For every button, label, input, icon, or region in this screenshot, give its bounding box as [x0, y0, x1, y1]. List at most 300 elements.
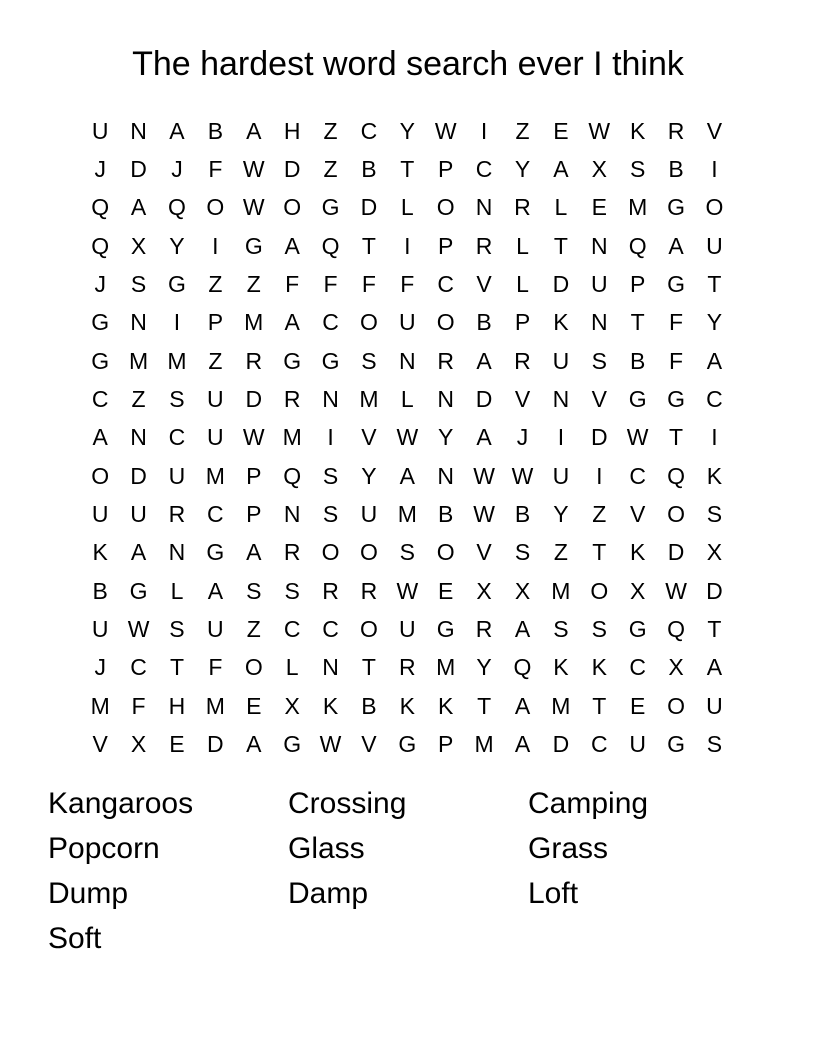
grid-letter: G	[628, 616, 647, 643]
grid-letter: Z	[208, 347, 223, 374]
grid-letter: Z	[592, 501, 607, 528]
grid-letter: M	[628, 194, 648, 221]
grid-letter: G	[129, 577, 148, 604]
grid-letter: J	[171, 156, 183, 183]
grid-letter: A	[246, 117, 262, 144]
grid-letter: O	[359, 309, 378, 336]
grid-letter: B	[476, 309, 492, 336]
word-list-item: Soft	[48, 922, 102, 955]
grid-letter: U	[168, 462, 186, 489]
grid-letter: Y	[169, 232, 185, 259]
grid-letter: Y	[361, 462, 377, 489]
grid-letter: K	[553, 654, 569, 681]
grid-letter: L	[554, 194, 568, 221]
grid-letter: S	[284, 577, 300, 604]
grid-letter: A	[207, 577, 224, 604]
grid-letter: F	[669, 309, 684, 336]
letter-grid	[81, 112, 734, 764]
grid-letter: U	[706, 232, 723, 259]
grid-letter: G	[283, 731, 302, 758]
grid-letter: N	[168, 539, 186, 566]
grid-letter: P	[438, 156, 454, 183]
word-list-column	[288, 781, 406, 916]
word-list-item: Crossing	[288, 787, 407, 820]
grid-letter: I	[711, 156, 718, 183]
grid-letter: C	[283, 616, 301, 643]
grid-letter: X	[629, 577, 646, 604]
word-list-item: Popcorn	[48, 832, 160, 865]
grid-letter: G	[667, 271, 685, 298]
grid-letter: D	[130, 462, 147, 489]
grid-letter: K	[322, 692, 339, 719]
grid-letter: E	[438, 577, 454, 604]
grid-letter: Z	[553, 539, 568, 566]
grid-letter: M	[551, 692, 571, 719]
grid-letter: R	[322, 577, 339, 604]
word-list	[0, 781, 816, 981]
grid-letter: W	[588, 117, 611, 144]
grid-letter: C	[322, 616, 339, 643]
grid-letter: D	[475, 386, 493, 413]
grid-letter: M	[359, 386, 379, 413]
grid-letter: G	[628, 386, 647, 413]
grid-letter: P	[246, 462, 262, 489]
grid-letter: S	[514, 539, 531, 566]
grid-letter: O	[436, 194, 455, 221]
grid-letter: U	[207, 386, 224, 413]
grid-letter: U	[91, 501, 109, 528]
grid-letter: A	[246, 539, 262, 566]
grid-letter: L	[400, 194, 414, 221]
grid-letter: S	[246, 577, 262, 604]
grid-letter: Y	[553, 501, 569, 528]
grid-letter: Z	[208, 271, 223, 298]
grid-letter: U	[91, 616, 109, 643]
grid-letter: O	[705, 194, 724, 221]
grid-letter: N	[283, 501, 301, 528]
grid-letter: U	[207, 616, 224, 643]
grid-letter: V	[706, 117, 723, 144]
grid-letter: V	[92, 731, 108, 758]
grid-letter: D	[360, 194, 378, 221]
grid-letter: W	[319, 731, 342, 758]
grid-letter: G	[91, 309, 110, 336]
grid-letter: M	[551, 577, 571, 604]
grid-letter: N	[322, 386, 339, 413]
word-list-item: Camping	[528, 787, 649, 820]
grid-letter: G	[283, 347, 302, 374]
grid-letter: P	[438, 731, 454, 758]
grid-letter: M	[436, 654, 456, 681]
grid-letter: W	[396, 424, 419, 451]
grid-letter: H	[283, 117, 301, 144]
grid-letter: A	[514, 731, 531, 758]
grid-letter: R	[283, 386, 301, 413]
grid-letter: X	[514, 577, 531, 604]
grid-letter: R	[360, 577, 378, 604]
grid-letter: G	[398, 731, 417, 758]
grid-letter: G	[436, 616, 455, 643]
grid-letter: T	[707, 616, 722, 643]
grid-letter: B	[668, 156, 684, 183]
grid-letter: T	[169, 654, 184, 681]
grid-letter: A	[514, 692, 531, 719]
grid-letter: U	[399, 309, 416, 336]
grid-letter: K	[399, 692, 415, 719]
grid-letter: I	[596, 462, 603, 489]
grid-letter: S	[322, 462, 339, 489]
grid-letter: K	[591, 654, 607, 681]
grid-letter: O	[206, 194, 225, 221]
grid-letter: E	[553, 117, 569, 144]
grid-letter: T	[477, 692, 492, 719]
grid-letter: U	[552, 462, 570, 489]
grid-letter: A	[476, 347, 492, 374]
grid-letter: N	[590, 309, 608, 336]
grid-letter: U	[207, 424, 224, 451]
grid-letter: A	[706, 654, 723, 681]
grid-letter: I	[480, 117, 488, 144]
grid-letter: B	[361, 692, 377, 719]
grid-letter: O	[436, 539, 455, 566]
grid-letter: I	[711, 424, 718, 451]
grid-letter: T	[669, 424, 684, 451]
grid-letter: A	[92, 424, 108, 451]
grid-letter: K	[92, 539, 108, 566]
grid-letter: M	[244, 309, 264, 336]
grid-letter: T	[707, 271, 722, 298]
grid-letter: N	[552, 386, 570, 413]
grid-letter: B	[629, 347, 646, 374]
grid-letter: A	[284, 232, 300, 259]
grid-letter: M	[282, 424, 302, 451]
grid-letter: B	[92, 577, 108, 604]
grid-letter: E	[629, 692, 646, 719]
grid-letter: D	[552, 271, 570, 298]
grid-letter: K	[629, 539, 646, 566]
grid-letter: R	[475, 616, 493, 643]
grid-letter: T	[361, 232, 376, 259]
grid-letter: X	[706, 539, 723, 566]
grid-letter: B	[514, 501, 531, 528]
grid-letter: D	[706, 577, 723, 604]
grid-letter: Q	[321, 232, 340, 259]
grid-letter: T	[630, 309, 645, 336]
grid-letter: T	[592, 692, 607, 719]
grid-letter: G	[168, 271, 186, 298]
grid-letter: N	[437, 386, 455, 413]
grid-letter: R	[245, 347, 263, 374]
grid-letter: O	[359, 539, 378, 566]
grid-letter: B	[438, 501, 454, 528]
grid-letter: W	[473, 501, 495, 528]
word-list-item: Kangaroos	[48, 787, 194, 820]
grid-letter: X	[130, 232, 147, 259]
grid-letter: O	[359, 616, 378, 643]
grid-letter: I	[404, 232, 411, 259]
grid-letter: D	[667, 539, 685, 566]
grid-letter: A	[169, 117, 185, 144]
grid-letter: A	[399, 462, 415, 489]
grid-letter: V	[361, 424, 377, 451]
grid-letter: F	[323, 271, 338, 298]
grid-letter: U	[706, 692, 723, 719]
grid-letter: N	[130, 424, 147, 451]
grid-letter: G	[667, 386, 685, 413]
grid-letter: C	[360, 117, 378, 144]
word-list-column	[48, 781, 193, 961]
grid-letter: J	[94, 156, 106, 183]
grid-letter: O	[244, 654, 263, 681]
grid-letter: S	[169, 616, 185, 643]
grid-letter: T	[400, 156, 415, 183]
grid-letter: I	[173, 309, 181, 336]
grid-letter: A	[514, 616, 531, 643]
grid-letter: U	[91, 117, 109, 144]
grid-letter: W	[511, 462, 534, 489]
grid-letter: M	[129, 347, 149, 374]
grid-letter: M	[474, 731, 494, 758]
grid-letter: Q	[513, 654, 532, 681]
grid-letter: W	[396, 577, 419, 604]
grid-letter: D	[207, 731, 224, 758]
grid-letter: D	[552, 731, 570, 758]
grid-letter: W	[626, 424, 649, 451]
grid-letter: O	[590, 577, 609, 604]
grid-letter: C	[437, 271, 455, 298]
grid-letter: T	[553, 232, 568, 259]
grid-letter: S	[706, 731, 723, 758]
grid-letter: B	[361, 156, 377, 183]
grid-letter: A	[476, 424, 492, 451]
grid-letter: O	[667, 501, 685, 528]
grid-letter: Z	[515, 117, 530, 144]
grid-letter: I	[212, 232, 219, 259]
grid-letter: D	[245, 386, 263, 413]
word-list-item: Damp	[288, 877, 369, 910]
grid-letter: Y	[476, 654, 492, 681]
grid-letter: R	[514, 194, 531, 221]
grid-letter: Q	[283, 462, 302, 489]
grid-letter: M	[397, 501, 417, 528]
grid-letter: P	[207, 309, 224, 336]
grid-letter: W	[242, 156, 265, 183]
word-list-item: Dump	[48, 877, 129, 910]
word-list-column	[528, 781, 648, 916]
puzzle-title: The hardest word search ever I think	[132, 45, 684, 83]
grid-letter: N	[130, 309, 147, 336]
grid-letter: C	[475, 156, 493, 183]
grid-letter: F	[361, 271, 376, 298]
grid-letter: K	[438, 692, 454, 719]
grid-letter: A	[553, 156, 569, 183]
grid-letter: R	[475, 232, 493, 259]
grid-letter: U	[590, 271, 608, 298]
grid-letter: D	[130, 156, 147, 183]
grid-letter: L	[170, 577, 184, 604]
grid-letter: S	[553, 616, 569, 643]
grid-letter: J	[94, 654, 106, 681]
grid-letter: E	[246, 692, 262, 719]
grid-letter: R	[514, 347, 531, 374]
grid-letter: F	[400, 271, 415, 298]
grid-letter: V	[514, 386, 531, 413]
grid-letter: N	[322, 654, 339, 681]
grid-letter: S	[130, 271, 147, 298]
grid-letter: C	[629, 462, 646, 489]
grid-letter: G	[321, 347, 340, 374]
grid-letter: Q	[91, 194, 110, 221]
grid-letter: I	[557, 424, 565, 451]
grid-letter: N	[590, 232, 608, 259]
grid-letter: N	[399, 347, 416, 374]
grid-letter: E	[169, 731, 185, 758]
grid-letter: S	[361, 347, 377, 374]
grid-letter: P	[438, 232, 454, 259]
grid-letter: F	[208, 654, 223, 681]
grid-letter: Z	[246, 271, 261, 298]
grid-letter: S	[169, 386, 185, 413]
grid-letter: S	[706, 501, 723, 528]
grid-letter: Q	[168, 194, 186, 221]
grid-letter: V	[476, 271, 492, 298]
grid-letter: G	[91, 347, 110, 374]
grid-letter: N	[437, 462, 455, 489]
grid-letter: O	[667, 692, 685, 719]
grid-letter: G	[206, 539, 225, 566]
grid-letter: S	[399, 539, 415, 566]
grid-letter: X	[668, 654, 684, 681]
grid-letter: F	[285, 271, 300, 298]
grid-letter: F	[208, 156, 223, 183]
grid-letter: Q	[91, 232, 110, 259]
grid-letter: U	[629, 731, 646, 758]
grid-letter: Z	[131, 386, 146, 413]
grid-letter: A	[130, 194, 147, 221]
grid-letter: V	[476, 539, 492, 566]
grid-letter: C	[91, 386, 109, 413]
grid-letter: B	[207, 117, 224, 144]
grid-letter: O	[283, 194, 302, 221]
grid-letter: O	[321, 539, 340, 566]
grid-letter: C	[207, 501, 224, 528]
grid-letter: U	[552, 347, 570, 374]
grid-letter: G	[321, 194, 340, 221]
grid-letter: R	[168, 501, 186, 528]
grid-letter: S	[322, 501, 339, 528]
grid-letter: U	[399, 616, 416, 643]
grid-letter: Q	[628, 232, 647, 259]
grid-letter: Z	[323, 156, 338, 183]
grid-letter: G	[667, 194, 685, 221]
grid-letter: P	[629, 271, 646, 298]
grid-letter: C	[590, 731, 608, 758]
grid-letter: C	[629, 654, 646, 681]
grid-letter: N	[130, 117, 147, 144]
grid-letter: C	[706, 386, 723, 413]
grid-letter: Q	[667, 616, 685, 643]
grid-letter: G	[667, 731, 685, 758]
grid-letter: F	[669, 347, 684, 374]
grid-letter: K	[553, 309, 569, 336]
grid-letter: A	[706, 347, 723, 374]
grid-letter: X	[130, 731, 147, 758]
grid-letter: H	[168, 692, 186, 719]
grid-letter: S	[591, 616, 607, 643]
grid-letter: V	[591, 386, 607, 413]
grid-letter: P	[246, 501, 262, 528]
grid-letter: K	[706, 462, 723, 489]
grid-letter: Q	[667, 462, 685, 489]
grid-letter: W	[127, 616, 150, 643]
grid-letter: C	[168, 424, 186, 451]
grid-letter: W	[665, 577, 687, 604]
grid-letter: W	[434, 117, 457, 144]
grid-letter: W	[242, 194, 265, 221]
grid-letter: R	[437, 347, 455, 374]
grid-letter: X	[591, 156, 607, 183]
grid-letter: M	[167, 347, 187, 374]
grid-letter: Y	[399, 117, 415, 144]
grid-letter: S	[591, 347, 607, 374]
grid-letter: W	[242, 424, 265, 451]
grid-letter: O	[436, 309, 455, 336]
grid-letter: N	[475, 194, 493, 221]
grid-letter: R	[667, 117, 685, 144]
word-list-item: Loft	[528, 877, 579, 910]
grid-letter: A	[130, 539, 147, 566]
grid-letter: F	[131, 692, 146, 719]
word-list-item: Grass	[528, 832, 609, 865]
grid-letter: Y	[514, 156, 531, 183]
grid-letter: W	[473, 462, 495, 489]
grid-letter: Z	[323, 117, 338, 144]
grid-letter: L	[516, 271, 529, 298]
grid-letter: R	[283, 539, 301, 566]
grid-letter: E	[591, 194, 607, 221]
grid-letter: A	[668, 232, 684, 259]
grid-letter: D	[590, 424, 608, 451]
grid-letter: K	[629, 117, 646, 144]
grid-letter: V	[629, 501, 646, 528]
grid-letter: D	[283, 156, 301, 183]
grid-letter: X	[284, 692, 300, 719]
grid-letter: Y	[438, 424, 454, 451]
grid-letter: G	[244, 232, 263, 259]
grid-letter: Z	[246, 616, 261, 643]
grid-letter: U	[360, 501, 378, 528]
grid-letter: J	[94, 271, 106, 298]
grid-letter: M	[205, 692, 225, 719]
grid-letter: M	[90, 692, 110, 719]
grid-letter: C	[322, 309, 339, 336]
grid-letter: T	[592, 539, 607, 566]
grid-letter: A	[246, 731, 262, 758]
grid-letter: V	[361, 731, 377, 758]
grid-letter: L	[285, 654, 299, 681]
grid-letter: L	[516, 232, 529, 259]
grid-letter: T	[361, 654, 376, 681]
grid-letter: U	[130, 501, 147, 528]
grid-letter: J	[516, 424, 529, 451]
grid-letter: L	[400, 386, 414, 413]
grid-letter: I	[327, 424, 334, 451]
grid-letter: R	[399, 654, 416, 681]
grid-letter: X	[476, 577, 492, 604]
grid-letter: P	[514, 309, 531, 336]
grid-letter: M	[205, 462, 225, 489]
word-list-item: Glass	[288, 832, 365, 865]
